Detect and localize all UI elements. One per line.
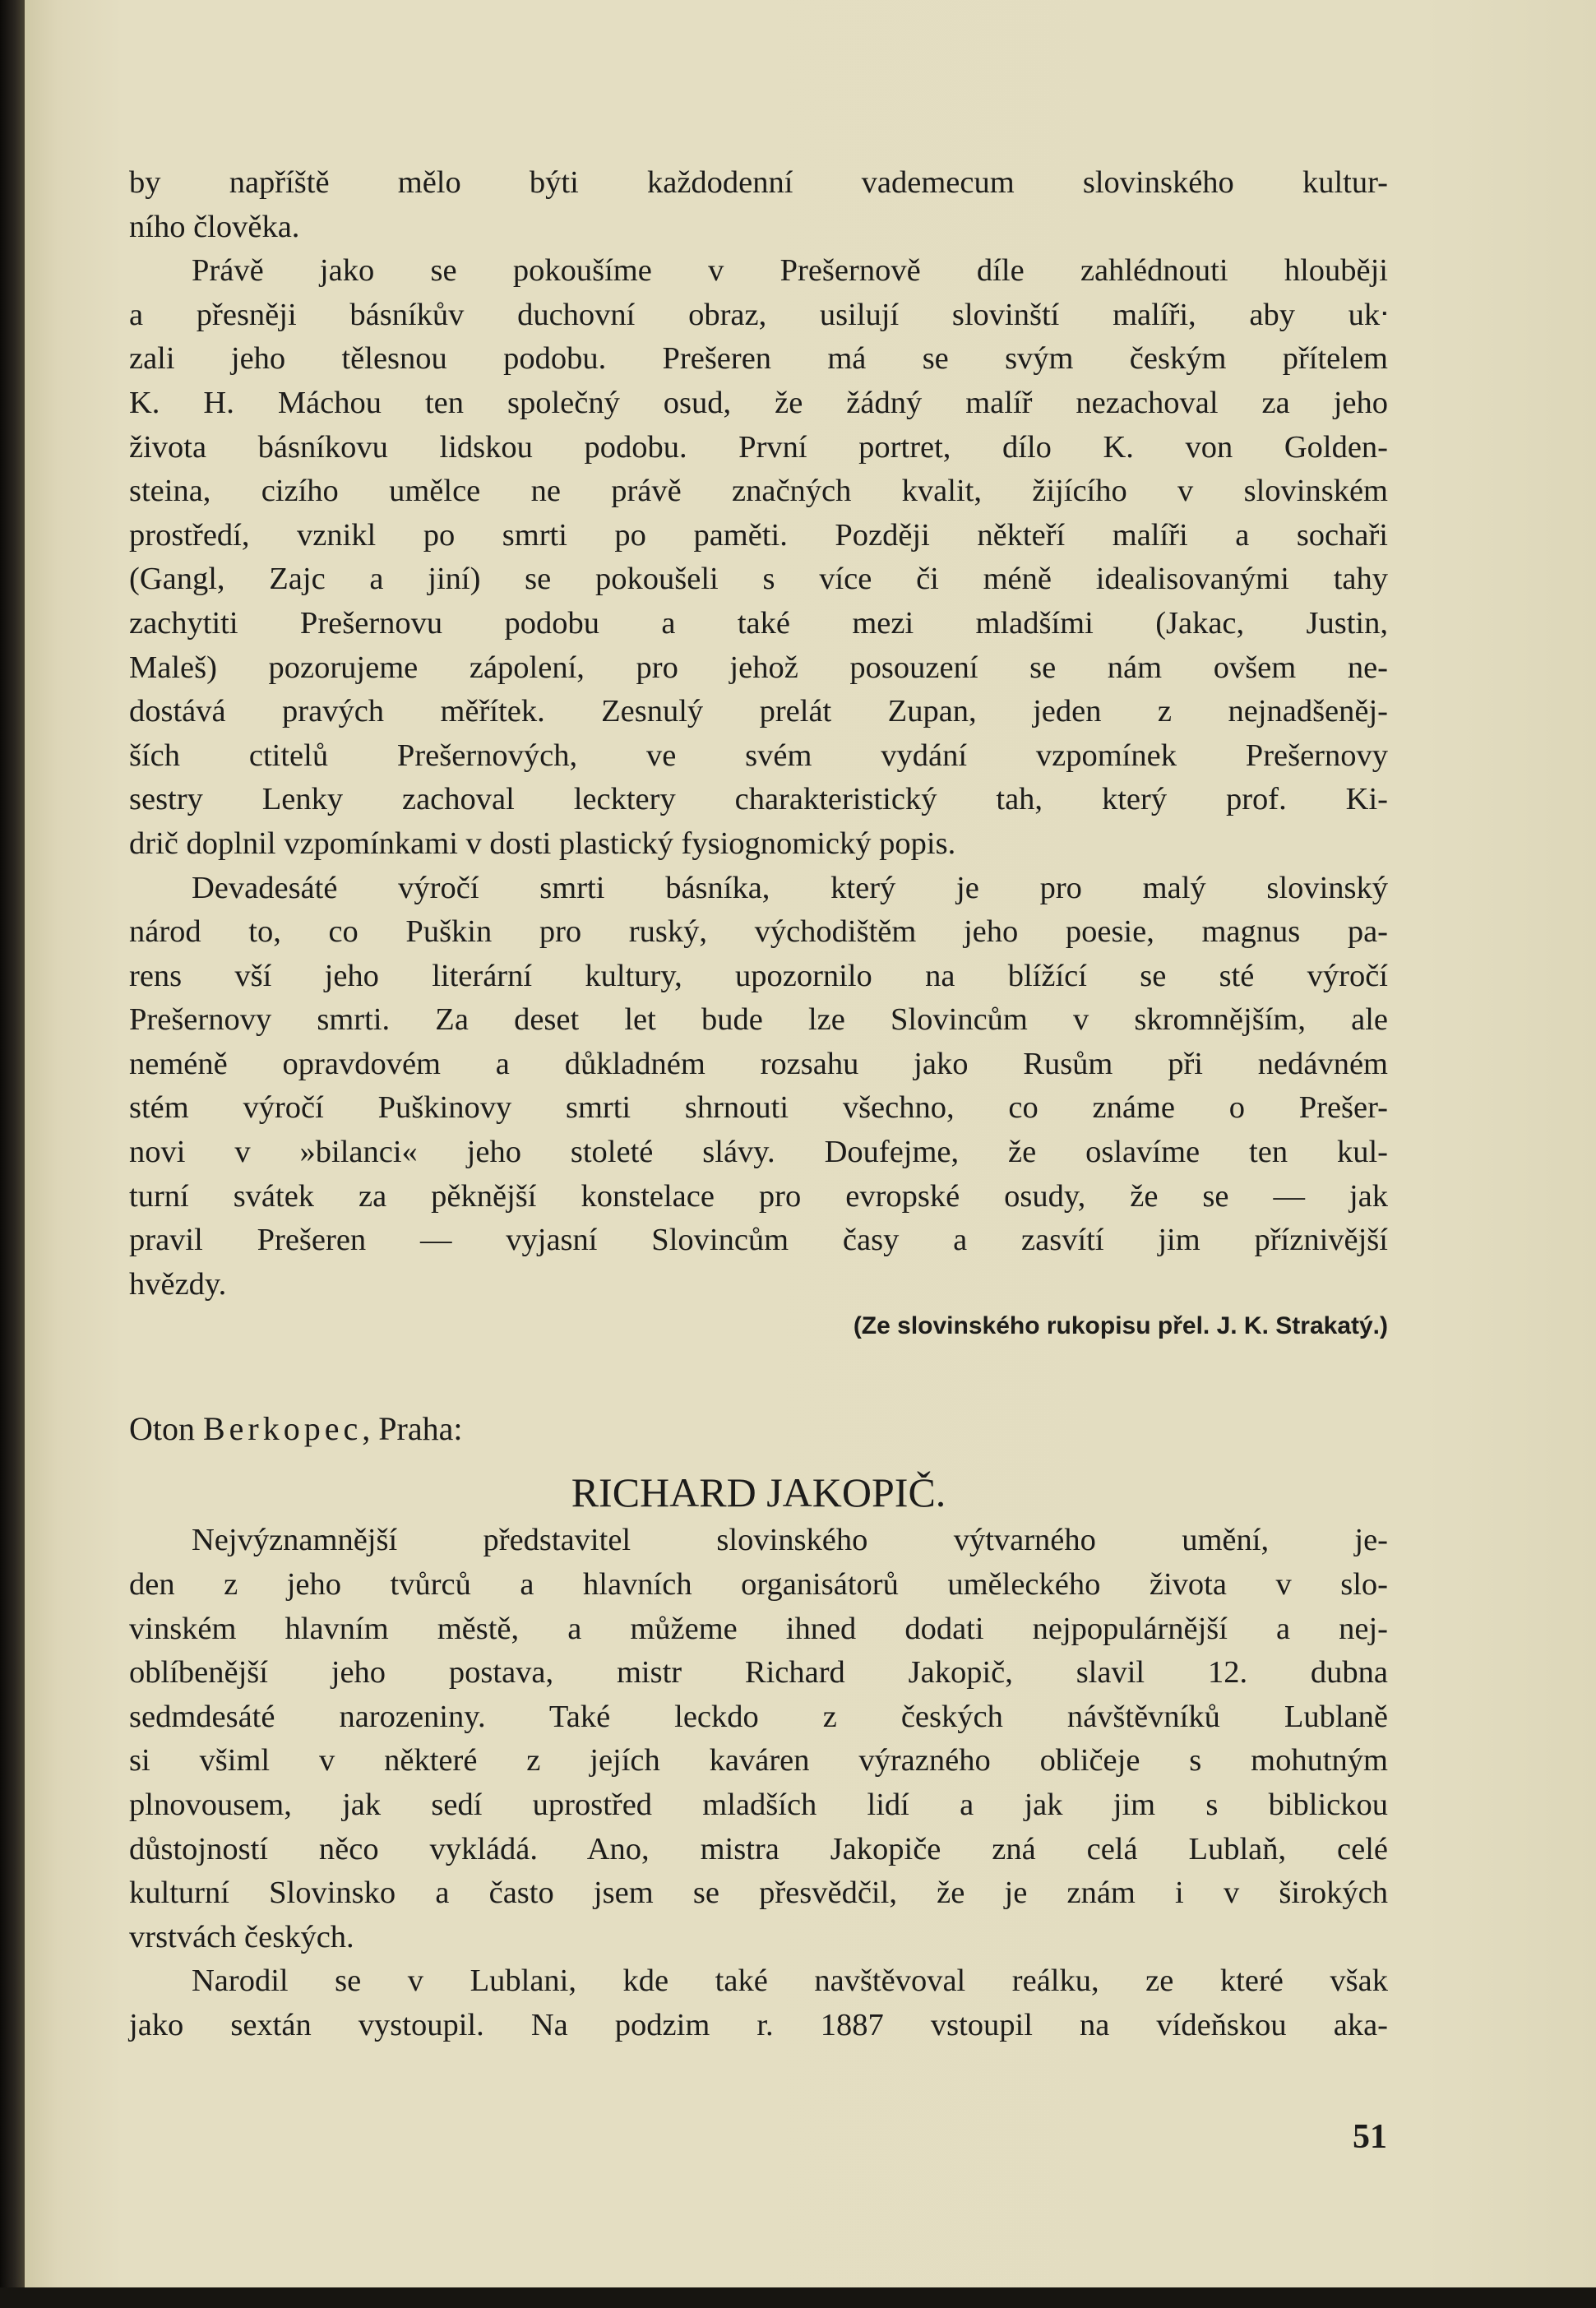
page-content	[129, 161, 1388, 2048]
text-line: by napříště mělo býti každodenní vademecum slovinského kultur-	[129, 165, 1388, 200]
article2-body	[129, 1519, 1388, 2047]
book-gutter	[0, 0, 25, 2308]
text-line: (Gangl, Zajc a jiní) se pokoušeli s více či méně idealisovanými tahy	[129, 562, 1388, 597]
text-line: sestry Lenky zachoval lecktery charakteristický tah, který prof. Ki-	[129, 782, 1388, 817]
text-line: sedmdesáté narozeniny. Také leckdo z českých návštěvníků Lublaně	[129, 1699, 1388, 1734]
text-line: rens vší jeho literární kultury, upozornilo na blížící se sté výročí	[129, 958, 1388, 993]
text-line: plnovousem, jak sedí uprostřed mladších lidí a jak jim s biblickou	[129, 1788, 1388, 1822]
text-line: zachytiti Prešernovu podobu a také mezi mladšími (Jakac, Justin,	[129, 605, 1388, 641]
text-line: Devadesáté výročí smrti básníka, který je pro malý slovinský	[192, 870, 1388, 905]
author-surname: Berkopec	[203, 1410, 363, 1448]
text-line: Narodil se v Lublani, kde také navštěvoval reálku, ze které však	[192, 1963, 1388, 1999]
page-number: 51	[1353, 2118, 1387, 2156]
text-line: neméně opravdovém a důkladném rozsahu jako Rusům při nedávném	[129, 1046, 1388, 1081]
text-line: Maleš) pozorujeme zápolení, pro jehož posouzení se nám ovšem ne-	[129, 650, 1388, 685]
article2-title: RICHARD JAKOPIČ.	[571, 1469, 946, 1516]
translator-credit: (Ze slovinského rukopisu přel. J. K. Strakatý.)	[853, 1312, 1388, 1340]
text-line: Právě jako se pokoušíme v Prešernově díle zahlédnouti hlouběji	[192, 253, 1388, 289]
text-line: steina, cizího umělce ne právě značných kvalit, žijícího v slovinském	[129, 474, 1388, 509]
text-line: Nejvýznamnější představitel slovinského výtvarného umění, je-	[192, 1523, 1388, 1558]
text-line: zali jeho tělesnou podobu. Prešeren má se svým českým přítelem	[129, 341, 1388, 377]
text-line: drič doplnil vzpomínkami v dosti plastický fysiognomický popis.	[129, 826, 956, 861]
article2-author	[129, 1407, 1388, 1451]
text-line: K. H. Máchou ten společný osud, že žádný malíř nezachoval za jeho	[129, 385, 1388, 420]
text-line: ších ctitelů Prešernových, ve svém vydání vzpomínek Prešernovy	[129, 738, 1388, 773]
text-line: Prešernovy smrti. Za deset let bude lze Slovincům v skromnějším, ale	[129, 1002, 1388, 1038]
text-line: novi v »bilanci« jeho stoleté slávy. Doufejme, že oslavíme ten kul-	[129, 1135, 1388, 1170]
text-line: ního člověka.	[129, 209, 300, 244]
author-first-name: Oton	[129, 1410, 203, 1448]
text-line: jako sextán vystoupil. Na podzim r. 1887 vstoupil na vídeňskou aka-	[129, 2007, 1388, 2042]
text-line: důstojností něco vykládá. Ano, mistra Jakopiče zná celá Lublaň, celé	[129, 1831, 1388, 1866]
text-line: pravil Prešeren — vyjasní Slovincům časy a zasvítí jim příznivější	[129, 1223, 1388, 1258]
text-line: a přesněji básníkův duchovní obraz, usilují slovinští malíři, aby ukᐧ	[129, 297, 1388, 332]
text-line: kulturní Slovinsko a často jsem se přesvědčil, že je znám i v širokých	[129, 1876, 1388, 1911]
text-line: turní svátek za pěknější konstelace pro evropské osudy, že se — jak	[129, 1178, 1388, 1214]
text-line: si všiml v některé z jejích kaváren výrazného obličeje s mohutným	[129, 1743, 1388, 1778]
text-line: národ to, co Puškin pro ruský, východištěm jeho poesie, magnus pa-	[129, 914, 1388, 950]
text-line: dostává pravých měřítek. Zesnulý prelát Zupan, jeden z nejnadšeněj-	[129, 694, 1388, 729]
text-line: vrstvách českých.	[129, 1919, 354, 1954]
page-bottom-edge	[0, 2287, 1596, 2308]
text-line: hvězdy.	[129, 1266, 227, 1302]
text-line: života básníkovu lidskou podobu. První portret, dílo K. von Golden-	[129, 429, 1388, 465]
text-line: stém výročí Puškinovy smrti shrnouti všechno, co známe o Prešer-	[129, 1090, 1388, 1126]
article1-body	[129, 161, 1388, 1307]
text-line: den z jeho tvůrců a hlavních organisátorů uměleckého života v slo-	[129, 1567, 1388, 1603]
text-line: prostředí, vznikl po smrti po paměti. Později někteří malíři a sochaři	[129, 517, 1388, 553]
text-line: vinském hlavním městě, a můžeme ihned dodati nejpopulárnější a nej-	[129, 1611, 1388, 1646]
author-place: , Praha:	[362, 1410, 463, 1448]
text-line: oblíbenější jeho postava, mistr Richard Jakopič, slavil 12. dubna	[129, 1655, 1388, 1691]
